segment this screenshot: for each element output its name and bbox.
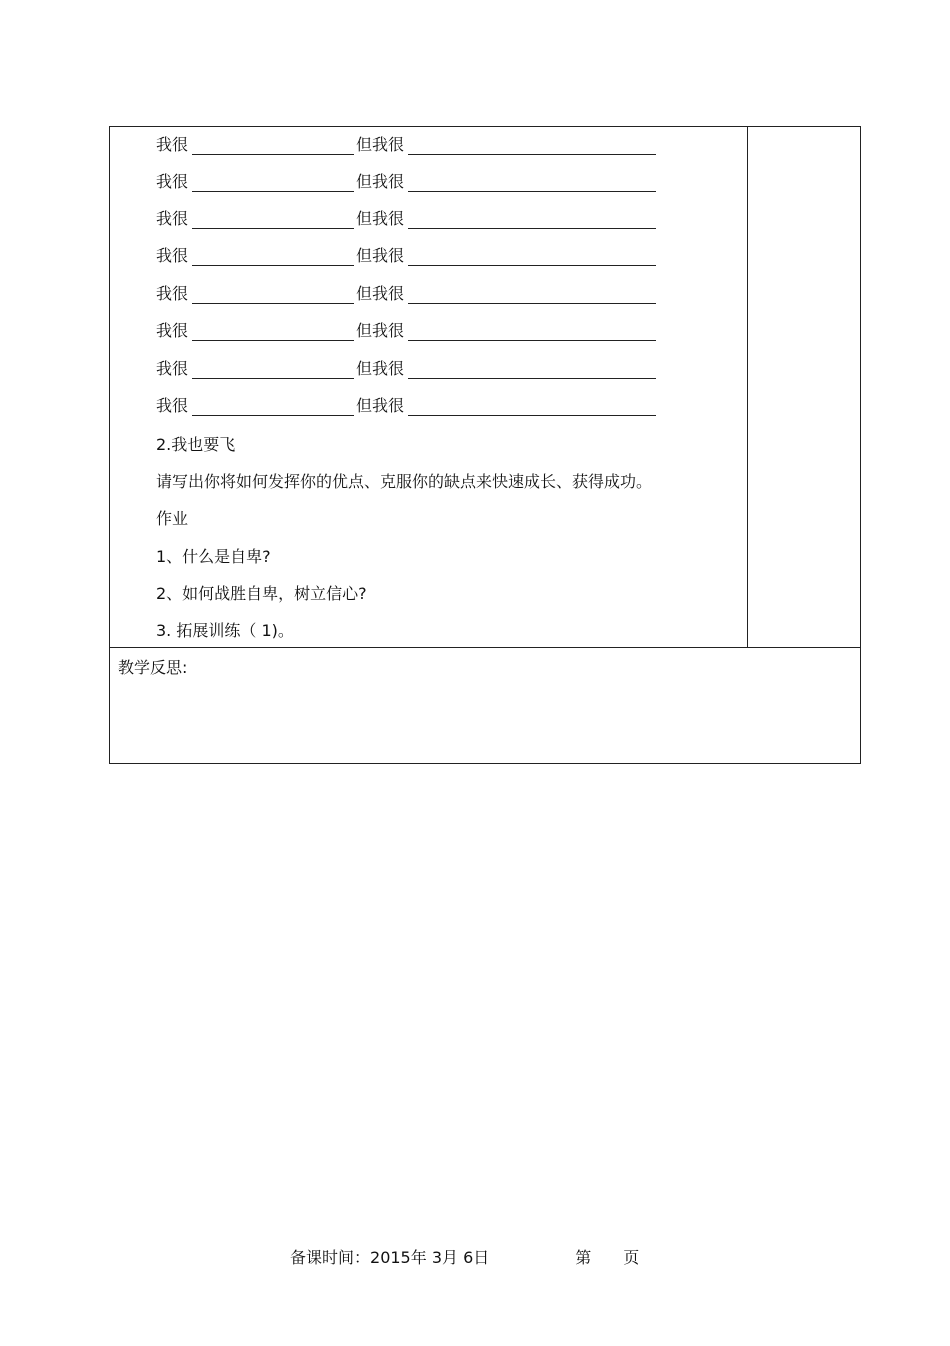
fill-blank-strength[interactable] (192, 360, 354, 379)
fill-row-right-label: 但我很 (356, 172, 405, 191)
fill-row-right-label: 但我很 (356, 284, 405, 303)
page-suffix: 页 (623, 1248, 640, 1267)
fill-row-left-label: 我很 (156, 209, 189, 228)
fill-blank-strength[interactable] (192, 210, 354, 229)
fill-blank-strength[interactable] (192, 136, 354, 155)
main-content-cell (110, 127, 748, 648)
reflection-cell (110, 648, 860, 763)
fill-row-left-label: 我很 (156, 172, 189, 191)
fill-row-right-label: 但我很 (356, 135, 405, 154)
fill-row (156, 209, 656, 229)
fill-blank-strength[interactable] (192, 247, 354, 266)
fill-row (156, 172, 656, 192)
fill-blank-weakness[interactable] (408, 360, 656, 379)
fill-row-right-label: 但我很 (356, 246, 405, 265)
fill-row-right-label: 但我很 (356, 396, 405, 415)
fill-row-right-label: 但我很 (356, 321, 405, 340)
section-prompt: 请写出你将如何发挥你的优点、克服你的缺点来快速成长、获得成功。 (156, 472, 653, 491)
fill-row (156, 396, 656, 416)
fill-blank-weakness[interactable] (408, 397, 656, 416)
section-title: 2.我也要飞 (156, 435, 236, 454)
reflection-label: 教学反思: (118, 658, 188, 677)
prep-time-label: 备课时间： (290, 1248, 371, 1267)
homework-item: 1、什么是自卑? (156, 547, 271, 566)
fill-row-left-label: 我很 (156, 359, 189, 378)
fill-blank-weakness[interactable] (408, 285, 656, 304)
page-prefix: 第 (575, 1248, 592, 1267)
fill-row-left-label: 我很 (156, 396, 189, 415)
fill-row-left-label: 我很 (156, 135, 189, 154)
fill-blank-strength[interactable] (192, 285, 354, 304)
prep-date: 2015年 3月 6日 (370, 1248, 490, 1267)
fill-blank-weakness[interactable] (408, 210, 656, 229)
homework-item: 3. 拓展训练（ 1)。 (156, 621, 294, 640)
fill-blank-weakness[interactable] (408, 322, 656, 341)
fill-row-left-label: 我很 (156, 246, 189, 265)
notes-cell (748, 127, 860, 648)
fill-row-left-label: 我很 (156, 321, 189, 340)
fill-blank-strength[interactable] (192, 397, 354, 416)
page-footer (290, 1248, 639, 1268)
fill-row-right-label: 但我很 (356, 209, 405, 228)
fill-blank-weakness[interactable] (408, 247, 656, 266)
fill-row (156, 284, 656, 304)
fill-row-right-label: 但我很 (356, 359, 405, 378)
homework-title: 作业 (156, 509, 189, 528)
fill-blank-strength[interactable] (192, 322, 354, 341)
lesson-plan-table (109, 126, 861, 764)
fill-row (156, 246, 656, 266)
fill-blank-strength[interactable] (192, 173, 354, 192)
fill-row (156, 359, 656, 379)
homework-item: 2、如何战胜自卑，树立信心? (156, 584, 367, 603)
fill-row (156, 321, 656, 341)
fill-blank-weakness[interactable] (408, 136, 656, 155)
fill-blank-weakness[interactable] (408, 173, 656, 192)
fill-row (156, 135, 656, 155)
fill-row-left-label: 我很 (156, 284, 189, 303)
